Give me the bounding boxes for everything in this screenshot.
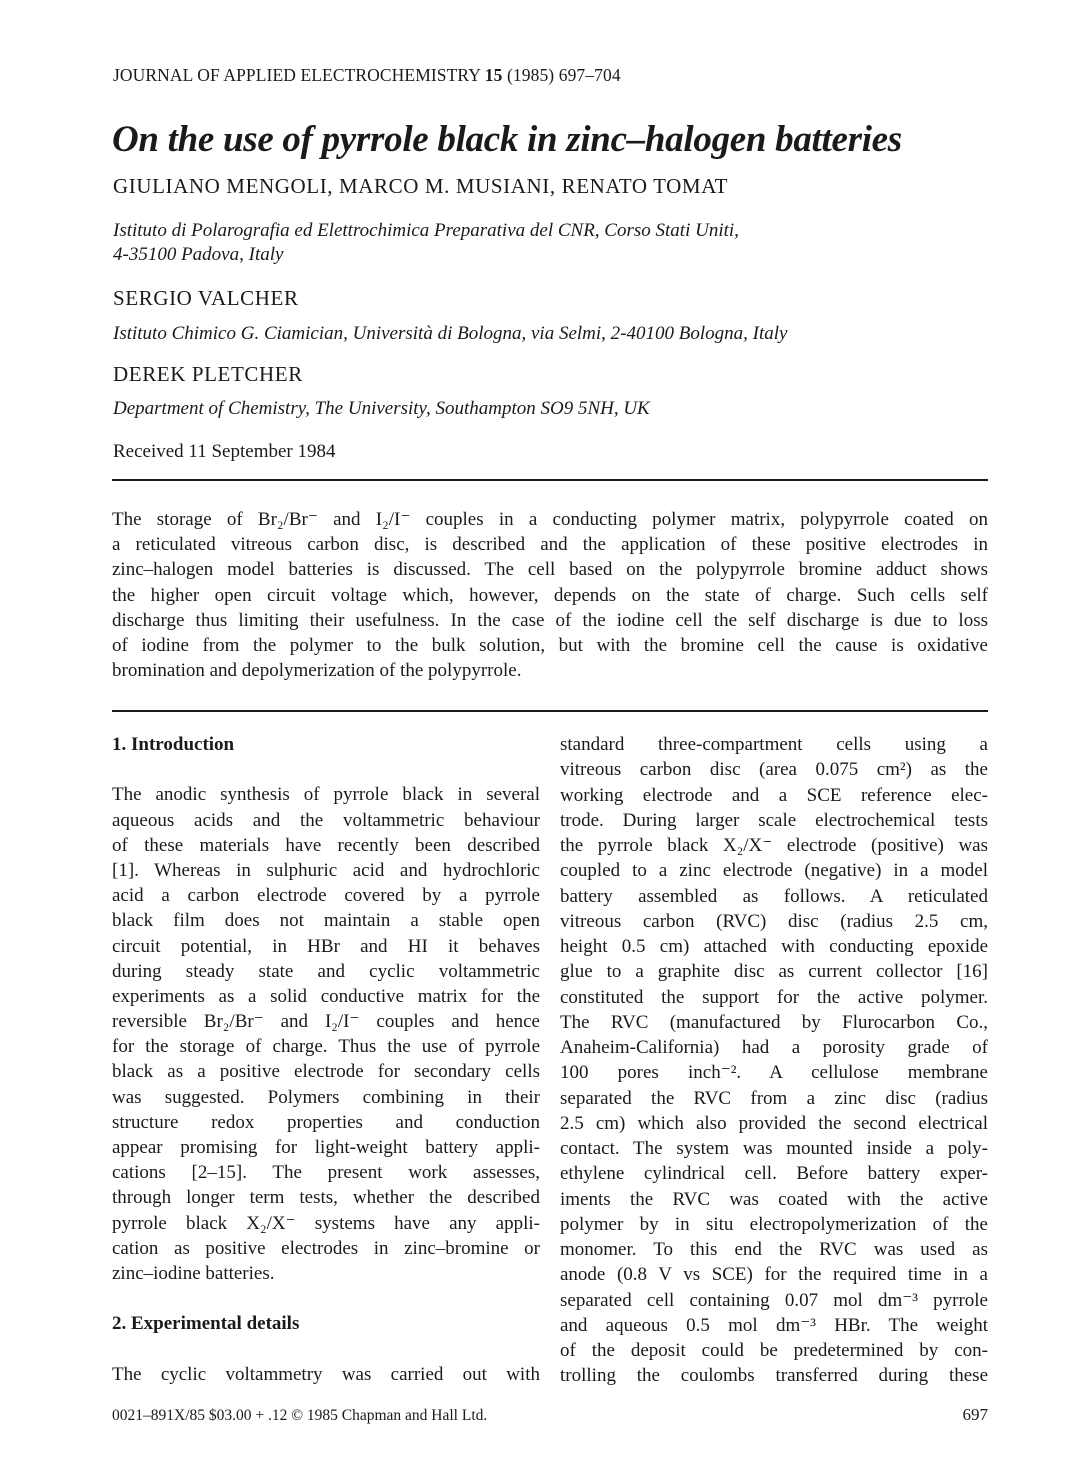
- text-line: iments the RVC was coated with the active: [560, 1188, 988, 1210]
- text-line: separated cell containing 0.07 mol dm⁻³ pyrrole: [560, 1289, 988, 1311]
- text-line: cations [2–15]. The present work assesses,: [112, 1162, 540, 1184]
- affiliation-1: [113, 219, 739, 267]
- right-column: [560, 732, 988, 1389]
- footer-copyright: 0021–891X/85 $03.00 + .12 © 1985 Chapman and Hall Ltd.: [112, 1407, 488, 1424]
- text-line: circuit potential, in HBr and HI it behaves: [112, 935, 540, 957]
- text-line: 100 pores inch⁻². A cellulose membrane: [560, 1062, 988, 1084]
- text-line: monomer. To this end the RVC was used as: [560, 1239, 988, 1260]
- text-line: during steady state and cyclic voltammetric: [112, 960, 540, 982]
- text-line: aqueous acids and the voltammetric behaviour: [112, 809, 540, 831]
- text-line: of these materials have recently been described: [112, 834, 540, 856]
- text-line: through longer term tests, whether the described: [112, 1187, 540, 1209]
- text-line: ethylene cylindrical cell. Before battery exper-: [560, 1163, 988, 1185]
- text-line: zinc–iodine batteries.: [112, 1262, 275, 1284]
- section-heading-introduction: 1. Introduction: [112, 734, 235, 755]
- text-line: structure redox properties and conduction: [112, 1111, 540, 1133]
- received-date: Received 11 September 1984: [113, 441, 336, 462]
- text-line: working electrode and a SCE reference elec-: [560, 784, 988, 806]
- text-line: contact. The system was mounted inside a poly-: [560, 1138, 988, 1159]
- text-line: the pyrrole black X₂/X⁻ electrode (positive) was: [560, 835, 988, 856]
- divider-bottom: [112, 710, 988, 712]
- author-group-1: GIULIANO MENGOLI, MARCO M. MUSIANI, RENATO TOMAT: [113, 174, 729, 198]
- text-line: pyrrole black X₂/X⁻ systems have any appli-: [112, 1212, 540, 1234]
- text-line: experiments as a solid conductive matrix for the: [112, 985, 540, 1007]
- text-line: polymer by in situ electropolymerization of the: [560, 1213, 988, 1235]
- affiliation-3: Department of Chemistry, The University, Southampton SO9 5NH, UK: [113, 398, 650, 419]
- text-line: The anodic synthesis of pyrrole black in several: [112, 784, 540, 806]
- text-line: reversible Br₂/Br⁻ and I₂/I⁻ couples and hence: [112, 1011, 540, 1033]
- introduction-paragraph: [112, 782, 540, 1286]
- journal-year-pages: (1985) 697–704: [506, 65, 621, 85]
- text-line: the higher open circuit voltage which, however, depends on the state of charge. Such cells self: [112, 584, 988, 606]
- text-line: The cyclic voltammetry was carried out with: [112, 1363, 540, 1385]
- text-line: black film does not maintain a stable open: [112, 910, 540, 932]
- text-line: height 0.5 cm) attached with conducting epoxide: [560, 936, 988, 957]
- text-line: separated the RVC from a zinc disc (radius: [560, 1087, 988, 1109]
- page-number: 697: [962, 1405, 988, 1424]
- affiliation-line: 4-35100 Padova, Italy: [113, 244, 284, 265]
- text-line: bromination and depolymerization of the polypyrrole.: [112, 660, 522, 682]
- text-line: standard three-compartment cells using a: [560, 734, 988, 755]
- left-column: [112, 732, 540, 1387]
- text-line: black as a positive electrode for secondary cells: [112, 1061, 540, 1083]
- text-line: cation as positive electrodes in zinc–bromine or: [112, 1237, 540, 1259]
- section-heading-experimental: 2. Experimental details: [112, 1313, 300, 1335]
- journal-header: [113, 65, 621, 86]
- text-line: and aqueous 0.5 mol dm⁻³ HBr. The weight: [560, 1314, 988, 1336]
- text-line: The RVC (manufactured by Flurocarbon Co.,: [560, 1011, 988, 1033]
- text-line: vitreous carbon disc (area 0.075 cm²) as the: [560, 759, 988, 781]
- text-line: battery assembled as follows. A reticulated: [560, 885, 988, 907]
- journal-volume: 15: [484, 65, 503, 85]
- text-line: coupled to a zinc electrode (negative) in a model: [560, 860, 988, 882]
- text-line: constituted the support for the active polymer.: [560, 986, 988, 1008]
- text-line: 2.5 cm) which also provided the second electrical: [560, 1112, 988, 1134]
- text-line: vitreous carbon (RVC) disc (radius 2.5 cm,: [560, 910, 988, 932]
- text-line: Anaheim-California) had a porosity grade of: [560, 1037, 988, 1058]
- text-line: [1]. Whereas in sulphuric acid and hydrochloric: [112, 859, 540, 881]
- text-line: for the storage of charge. Thus the use of pyrrole: [112, 1036, 540, 1058]
- text-line: discharge thus limiting their usefulness. In the case of the iodine cell the self discharge is due to loss: [112, 609, 988, 631]
- text-line: a reticulated vitreous carbon disc, is described and the application of these positive electrodes in: [112, 534, 988, 556]
- abstract: [112, 507, 988, 683]
- text-line: of the deposit could be predetermined by con-: [560, 1340, 988, 1361]
- affiliation-line: Istituto di Polarografia ed Elettrochimica Preparativa del CNR, Corso Stati Uniti,: [113, 220, 739, 241]
- text-line: trolling the coulombs transferred during these: [560, 1365, 988, 1387]
- text-line: anode (0.8 V vs SCE) for the required time in a: [560, 1264, 988, 1286]
- divider-top: [112, 479, 988, 481]
- text-line: acid a carbon electrode covered by a pyrrole: [112, 885, 540, 907]
- text-line: glue to a graphite disc as current collector [16]: [560, 961, 988, 983]
- author-group-2: SERGIO VALCHER: [113, 286, 299, 310]
- author-group-3: DEREK PLETCHER: [113, 362, 303, 386]
- text-line: trode. During larger scale electrochemical tests: [560, 809, 988, 831]
- text-line: The storage of Br₂/Br⁻ and I₂/I⁻ couples in a conducting polymer matrix, polypyrrole coated on: [112, 509, 988, 530]
- text-line: of iodine from the polymer to the bulk solution, but with the bromine cell the cause is oxidative: [112, 634, 988, 656]
- experimental-paragraph: [112, 1362, 540, 1387]
- paper-title: On the use of pyrrole black in zinc–halogen batteries: [112, 119, 902, 160]
- text-line: zinc–halogen model batteries is discussed. The cell based on the polypyrrole bromine adduct shows: [112, 559, 988, 581]
- text-line: appear promising for light-weight battery appli-: [112, 1137, 540, 1158]
- journal-name: JOURNAL OF APPLIED ELECTROCHEMISTRY: [113, 65, 481, 85]
- affiliation-2: Istituto Chimico G. Ciamician, Università di Bologna, via Selmi, 2-40100 Bologna, Italy: [113, 323, 788, 344]
- text-line: was suggested. Polymers combining in their: [112, 1086, 540, 1108]
